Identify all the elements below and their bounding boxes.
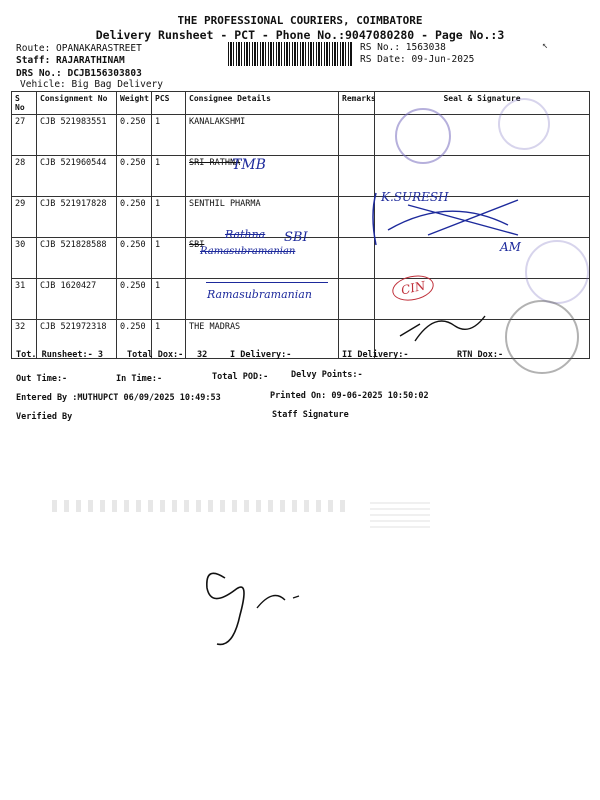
col-header-seal: Seal & Signature (375, 92, 590, 115)
cell-pcs: 1 (152, 115, 186, 156)
signature-row32 (395, 306, 495, 346)
cell-remarks (339, 279, 375, 320)
col-header-remarks: Remarks (339, 92, 375, 115)
handwritten-name-strike: Ramasubramanian (200, 246, 296, 257)
cell-sno: 30 (12, 238, 37, 279)
runsheet-subtitle: Delivery Runsheet - PCT - Phone No.:9047080280 - Page No.:3 (95, 28, 505, 42)
staff-label: Staff: RAJARATHINAM (16, 55, 125, 66)
handwritten-rathna: Rathna (225, 228, 266, 241)
rs-date: RS Date: 09-Jun-2025 (360, 54, 475, 65)
cell-sno: 32 (12, 320, 37, 359)
cell-pcs: 1 (152, 197, 186, 238)
col-header-weight: Weight (117, 92, 152, 115)
out-time: Out Time:- (16, 374, 68, 384)
printed-on: Printed On: 09-06-2025 10:50:02 (270, 391, 429, 401)
seal-stamp (395, 108, 451, 164)
cell-consignee: SRI RATHNA (186, 156, 339, 197)
col-header-consignment: Consignment No (37, 92, 117, 115)
vehicle-label: Vehicle: Big Bag Delivery (20, 79, 163, 90)
cell-consignment: CJB 521960544 (37, 156, 117, 197)
cell-sno: 29 (12, 197, 37, 238)
seal-stamp (525, 240, 589, 304)
tot-runsheet: Tot. Runsheet:- 3 (16, 350, 103, 360)
rs-number: RS No.: 1563038 (360, 42, 446, 53)
cell-consignee: THE MADRAS (186, 320, 339, 359)
total-dox-label: Total Dox:- (127, 350, 184, 360)
ii-delivery: II Delivery:- (342, 350, 409, 360)
company-title: THE PROFESSIONAL COURIERS, COIMBATORE (177, 14, 423, 27)
cell-pcs: 1 (152, 238, 186, 279)
drs-number: DRS No.: DCJB156303803 (16, 68, 142, 79)
cell-weight: 0.250 (117, 197, 152, 238)
barcode-image (228, 42, 352, 66)
col-header-consignee: Consignee Details (186, 92, 339, 115)
cell-consignee: SBI (186, 238, 339, 279)
delvy-points: Delvy Points:- (291, 370, 363, 380)
cell-consignee: KANALAKSHMI (186, 115, 339, 156)
staff-signature-scribble (195, 560, 325, 655)
total-dox-value: 32 (197, 350, 208, 360)
cell-pcs: 1 (152, 156, 186, 197)
bleed-through-stamp (370, 498, 430, 528)
bleed-through-text (52, 500, 352, 512)
cell-pcs: 1 (152, 279, 186, 320)
rtn-dox: RTN Dox:- (457, 350, 504, 360)
staff-signature-label: Staff Signature (272, 410, 349, 420)
total-pod: Total POD:- (212, 372, 269, 382)
col-header-sno: S No (12, 92, 37, 115)
handwritten-tmb: TMB (232, 157, 266, 173)
cell-sno: 31 (12, 279, 37, 320)
cell-pcs: 1 (152, 320, 186, 359)
cell-weight: 0.250 (117, 115, 152, 156)
pen-mark: ↖ (542, 40, 549, 51)
i-delivery: I Delivery:- (230, 350, 292, 360)
handwritten-sbi: SBI (284, 230, 308, 245)
cell-weight: 0.250 (117, 320, 152, 359)
cell-consignment: CJB 521828588 (37, 238, 117, 279)
cell-sno: 28 (12, 156, 37, 197)
signature-am: AM (500, 240, 521, 254)
strike-line (206, 282, 328, 283)
cell-weight: 0.250 (117, 238, 152, 279)
seal-stamp (505, 300, 579, 374)
in-time: In Time:- (116, 374, 163, 384)
verified-by: Verified By (16, 412, 73, 422)
cell-remarks (339, 115, 375, 156)
signature-row29: K.SURESH (381, 190, 449, 204)
entered-by: Entered By :MUTHUPCT 06/09/2025 10:49:53 (16, 393, 221, 403)
cell-consignment: CJB 521972318 (37, 320, 117, 359)
cell-consignment: CJB 521983551 (37, 115, 117, 156)
cell-consignment: CJB 521917828 (37, 197, 117, 238)
col-header-pcs: PCS (152, 92, 186, 115)
cell-weight: 0.250 (117, 156, 152, 197)
cell-sno: 27 (12, 115, 37, 156)
seal-stamp (498, 98, 550, 150)
handwritten-name: Ramasubramanian (207, 288, 312, 301)
stamp-cin: CIN (390, 272, 436, 304)
cell-consignment: CJB 1620427 (37, 279, 117, 320)
cell-consignee: SENTHIL PHARMA (186, 197, 339, 238)
cell-weight: 0.250 (117, 279, 152, 320)
route-label: Route: OPANAKARASTREET (16, 43, 142, 54)
